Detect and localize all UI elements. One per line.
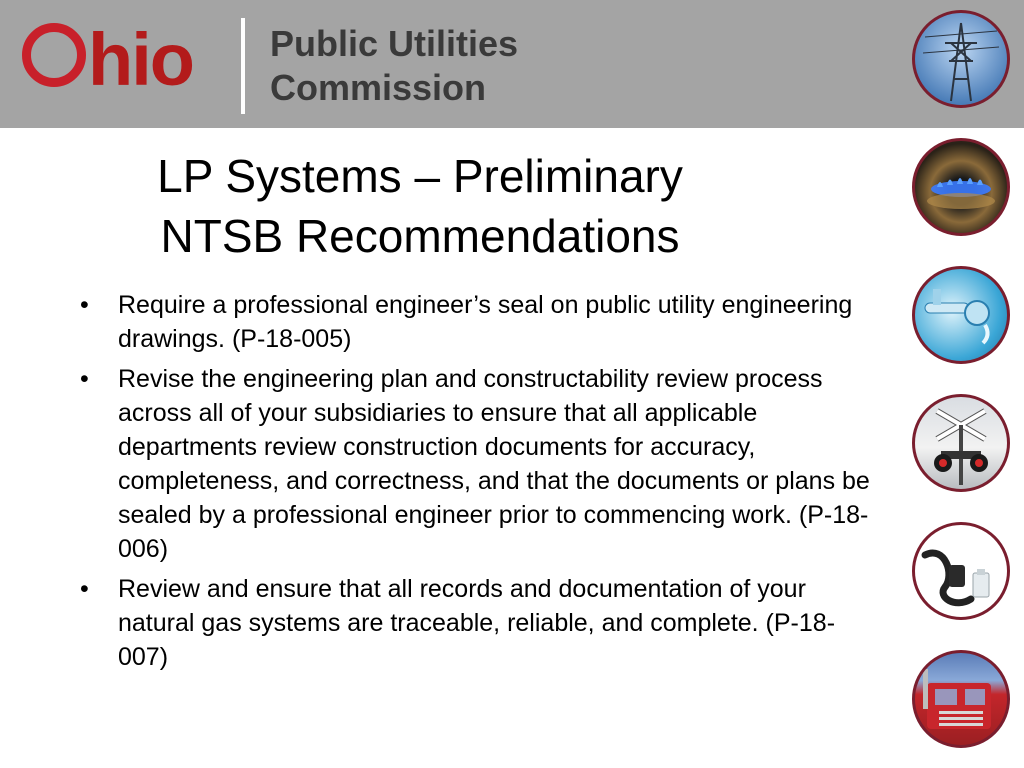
bullet-text: Review and ensure that all records and documentation of your natural gas systems are traceable, reliable, and complete. (P-18-007)	[118, 575, 836, 671]
ohio-wordmark: hio	[22, 20, 193, 100]
slide-title	[100, 146, 740, 266]
power-tower-icon	[912, 10, 1010, 108]
org-line-1: Public Utilities	[270, 23, 519, 64]
bullet-icon: •	[80, 575, 89, 603]
bullet-icon: •	[80, 365, 89, 393]
bullet-text: Require a professional engineer’s seal on public utility engineering drawings. (P-18-005)	[118, 291, 853, 353]
bullet-item	[72, 572, 872, 674]
logo-divider	[241, 18, 245, 114]
title-line-1: LP Systems – Preliminary	[157, 150, 683, 202]
ohio-puco-logo	[22, 14, 562, 118]
railroad-crossing-icon	[912, 394, 1010, 492]
utility-image-column	[912, 0, 1016, 768]
water-faucet-icon	[912, 266, 1010, 364]
bullet-text: Revise the engineering plan and constructability review process across all of your subsidiaries to ensure that all applicable departments review construction documents for accuracy, completeness, and correctness, and that the documents or plans be sealed by a professional engineer prior to commencing work. (P-18-006)	[118, 365, 870, 563]
org-line-2: Commission	[270, 67, 487, 108]
truck-icon	[912, 650, 1010, 748]
bullet-icon: •	[80, 291, 89, 319]
bullet-item	[72, 288, 872, 356]
bullet-item	[72, 362, 872, 566]
telecom-cable-icon	[912, 522, 1010, 620]
organization-name	[270, 22, 518, 110]
gas-flame-icon	[912, 138, 1010, 236]
bullet-list	[72, 288, 872, 680]
ohio-o-ring-icon	[22, 23, 86, 87]
title-line-2: NTSB Recommendations	[160, 210, 680, 262]
header-banner	[0, 0, 1024, 128]
